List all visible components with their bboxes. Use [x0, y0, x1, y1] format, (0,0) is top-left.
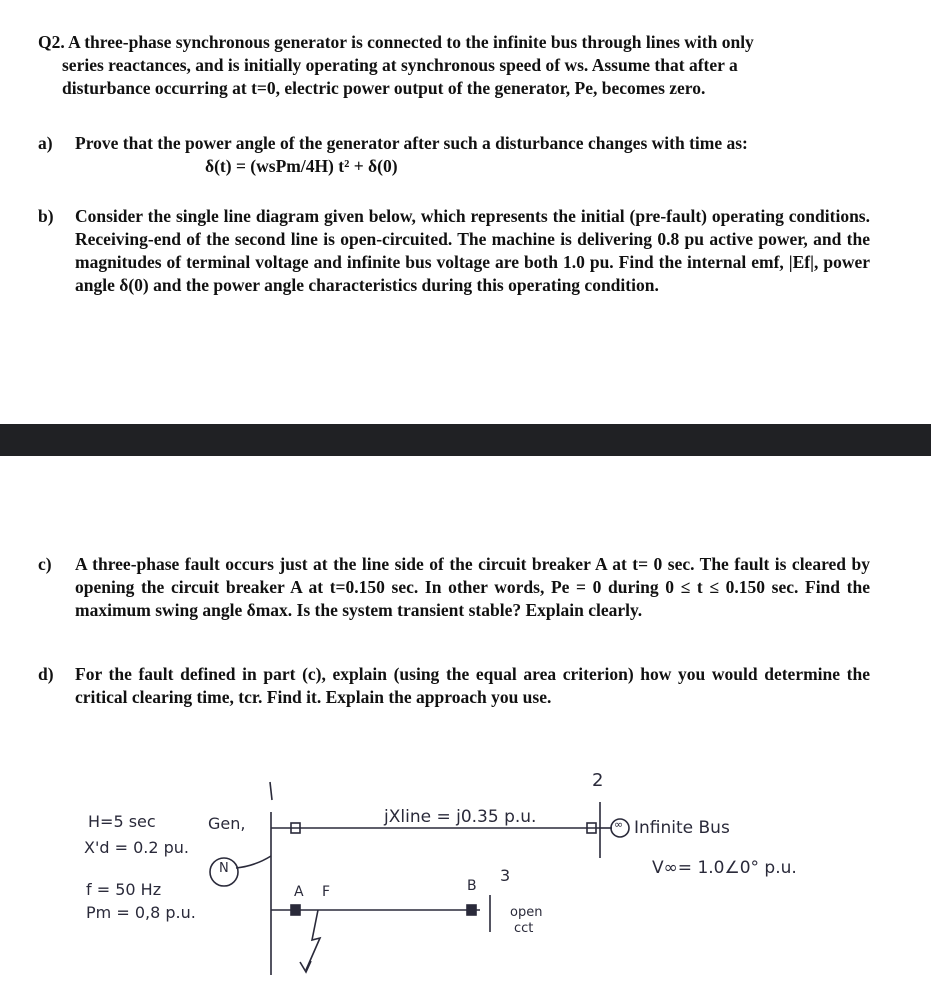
- part-d-text: For the fault defined in part (c), explain (using the equal area criterion) how you would determine the critical clearing time, tcr. Find it. Explain the approach you use.: [75, 664, 870, 707]
- infinite-bus-label: Infinite Bus: [634, 818, 730, 838]
- line-reactance: jXline = j0.35 p.u.: [384, 807, 537, 827]
- bus-1-label-mark: [270, 782, 272, 800]
- part-b-label: b): [38, 206, 54, 226]
- infinite-bus-voltage: V∞= 1.0∠0° p.u.: [652, 858, 797, 878]
- bus-3-label: 3: [500, 866, 511, 885]
- infinite-symbol: ∞: [614, 818, 624, 831]
- question-number: Q2.: [38, 32, 65, 52]
- part-a-text: Prove that the power angle of the generator after such a disturbance changes with time as:: [75, 133, 748, 153]
- breaker-b-label: B: [467, 878, 477, 894]
- part-a-label: a): [38, 133, 53, 153]
- bus-2-label: 2: [592, 770, 604, 791]
- fault-f-label: F: [322, 884, 331, 900]
- part-b-text: Consider the single line diagram given below, which represents the initial (pre-fault) operating conditions. Receiving-end of the second line is open-circuited. The machine is delivering 0.8 pu active power, and the magnitudes of terminal voltage and infinite bus voltage are both 1.0 pu. Find the internal emf, |Ef|, power angle δ(0) and the power angle characteristics during this operating condition.: [75, 206, 870, 295]
- breaker-b: [467, 905, 476, 915]
- open-circuit-label-2: cct: [514, 921, 534, 936]
- gen-connection: [236, 856, 271, 868]
- part-d-label: d): [38, 664, 54, 684]
- intro-line-1: A three-phase synchronous generator is connected to the infinite bus through lines with only: [68, 32, 754, 52]
- page-separator-band: [0, 424, 931, 456]
- part-c-text: A three-phase fault occurs just at the line side of the circuit breaker A at t= 0 sec. The fault is cleared by opening the circuit breaker A at t=0.150 sec. In other words, Pe = 0 during 0 ≤ t ≤ 0.150 sec. Find the maximum swing angle δmax. Is the system transient stable? Explain clearly.: [75, 554, 870, 620]
- h-constant: H=5 sec: [88, 812, 156, 831]
- frequency: f = 50 Hz: [86, 880, 162, 899]
- part-c-label: c): [38, 554, 52, 574]
- mechanical-power: Pm = 0,8 p.u.: [86, 903, 196, 922]
- breaker-a-label: A: [294, 884, 304, 900]
- intro-line-3: disturbance occurring at t=0, electric power output of the generator, Pe, becomes zero.: [62, 78, 706, 98]
- fault-arrow: [306, 910, 320, 970]
- intro-line-2: series reactances, and is initially operating at synchronous speed of ws. Assume that after a: [62, 55, 738, 75]
- bus-1-label: [266, 760, 267, 761]
- open-circuit-label-1: open: [510, 905, 543, 920]
- generator-symbol: N: [219, 861, 229, 876]
- question-intro: [38, 31, 870, 100]
- gen-label: Gen,: [208, 814, 246, 833]
- transient-reactance: X'd = 0.2 pu.: [84, 838, 190, 857]
- single-line-diagram: [0, 760, 931, 996]
- breaker-a: [291, 905, 300, 915]
- part-a-formula: δ(t) = (wsPm/4H) t² + δ(0): [205, 156, 398, 176]
